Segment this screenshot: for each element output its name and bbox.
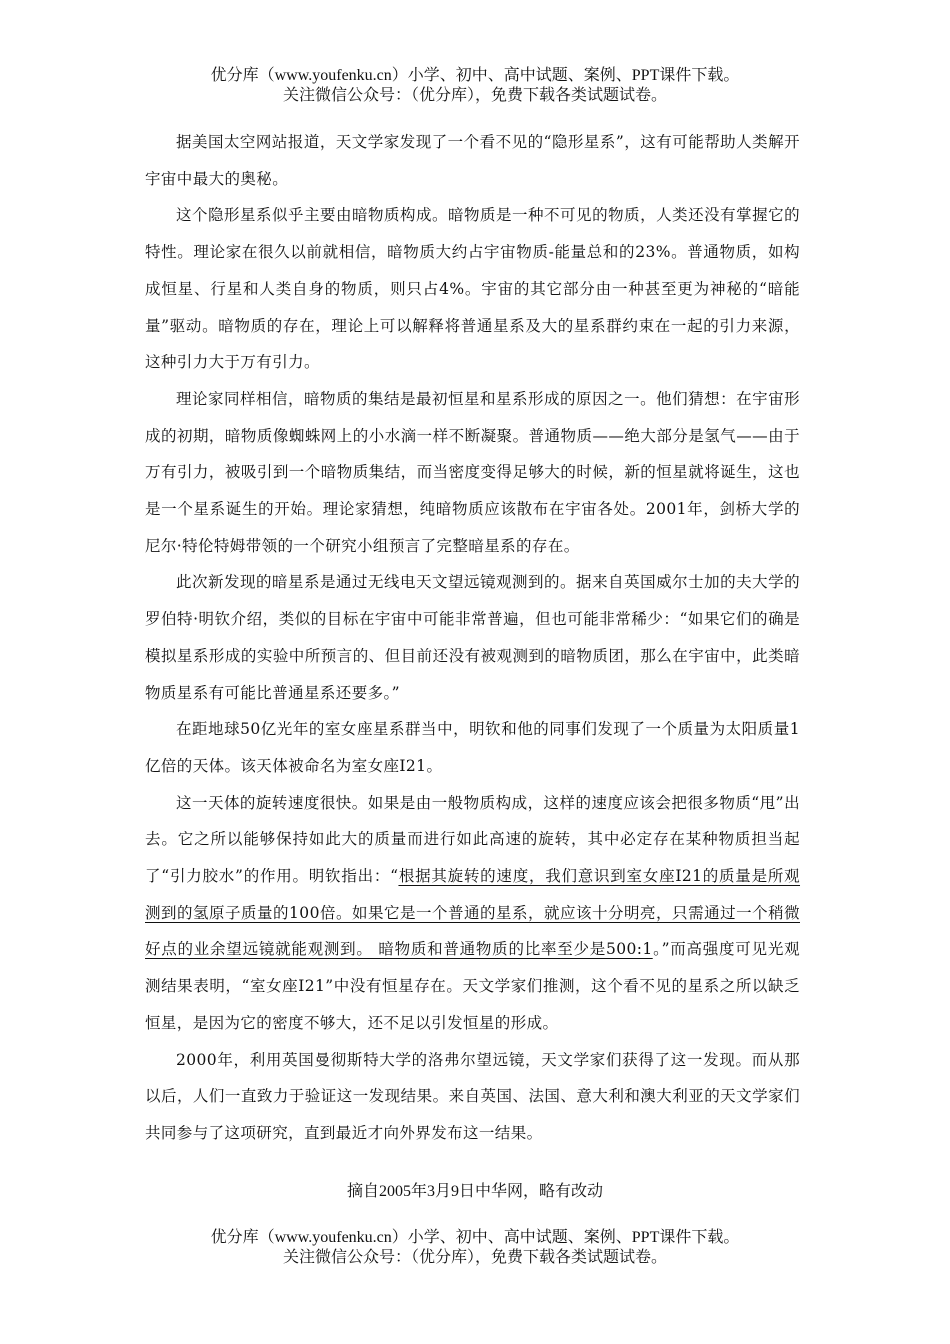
underlined-quote: 根据其旋转的速度，我们意识到室女座I21的质量是所观测到的氢原子质量的100倍。如果它是一个普通的星系，就应该十分明亮，只需通过一个稍微好点的业余望远镜就能观测到。 暗物质和普通物质的比率至少是500:1 [145,867,801,959]
header-line-1: 优分库（www.youfenku.cn）小学、初中、高中试题、案例、PPT课件下载。 [210,67,740,84]
footer-line-1: 优分库（www.youfenku.cn）小学、初中、高中试题、案例、PPT课件下载。 [210,1229,740,1246]
paragraph-6-tail: 。”而高强度可见光观测结果表明，“室女座I21”中没有恒星存在。天文学家们推测，这个看不见的星系之所以缺乏恒星，是因为它的密度不够大，还不足以引发恒星的形成。 [145,940,800,1032]
paragraph-1: 据美国太空网站报道，天文学家发现了一个看不见的“隐形星系”，这有可能帮助人类解开宇宙中最大的奥秘。 [145,133,800,188]
paragraph-2: 这个隐形星系似乎主要由暗物质构成。暗物质是一种不可见的物质，人类还没有掌握它的特性。理论家在很久以前就相信，暗物质大约占宇宙物质-能量总和的23%。普通物质，如构成恒星、行星和人类自身的物质，则只占4%。宇宙的其它部分由一种甚至更为神秘的“暗能量”驱动。暗物质的存在，理论上可以解释将普通星系及大的星系群约束在一起的引力来源，这种引力大于万有引力。 [145,206,800,372]
paragraph-4: 此次新发现的暗星系是通过无线电天文望远镜观测到的。据来自英国威尔士加的夫大学的罗伯特·明钦介绍，类似的目标在宇宙中可能非常普遍，但也可能非常稀少：“如果它们的确是模拟星系形成的实验中所预言的、但目前还没有被观测到的暗物质团，那么在宇宙中，此类暗物质星系有可能比普通星系还要多。” [145,573,800,702]
source-citation: 摘自2005年3月9日中华网，略有改动 [346,1183,603,1200]
footer-line-2: 关注微信公众号：（优分库），免费下载各类试题试卷。 [282,1249,667,1266]
paragraph-6 [145,785,800,1042]
header-line-2: 关注微信公众号：（优分库），免费下载各类试题试卷。 [282,87,667,104]
paragraph-3: 理论家同样相信，暗物质的集结是最初恒星和星系形成的原因之一。他们猜想：在宇宙形成的初期，暗物质像蜘蛛网上的小水滴一样不断凝聚。普通物质——绝大部分是氢气——由于万有引力，被吸引到一个暗物质集结，而当密度变得足够大的时候，新的恒星就将诞生，这也是一个星系诞生的开始。理论家猜想，纯暗物质应该散布在宇宙各处。2001年，剑桥大学的尼尔·特伦特姆带领的一个研究小组预言了完整暗星系的存在。 [145,389,800,555]
page-header [0,66,950,106]
paragraph-5: 在距地球50亿光年的室女座星系群当中，明钦和他的同事们发现了一个质量为太阳质量1亿倍的天体。该天体被命名为室女座I21。 [145,720,800,775]
paragraph-7: 2000年，利用英国曼彻斯特大学的洛弗尔望远镜，天文学家们获得了这一发现。而从那以后，人们一直致力于验证这一发现结果。来自英国、法国、意大利和澳大利亚的天文学家们共同参与了这项研究，直到最近才向外界发布这一结果。 [145,1050,800,1142]
paragraph-6-lead: 这一天体的旋转速度很快。如果是由一般物质构成，这样的速度应该会把很多物质“甩”出去。它之所以能够保持如此大的质量而进行如此高速的旋转，其中必定存在某种物质担当起了“引力胶水”的作用。明钦指出：“ [145,793,800,886]
page-footer [0,1228,950,1268]
article-body [145,124,800,1152]
